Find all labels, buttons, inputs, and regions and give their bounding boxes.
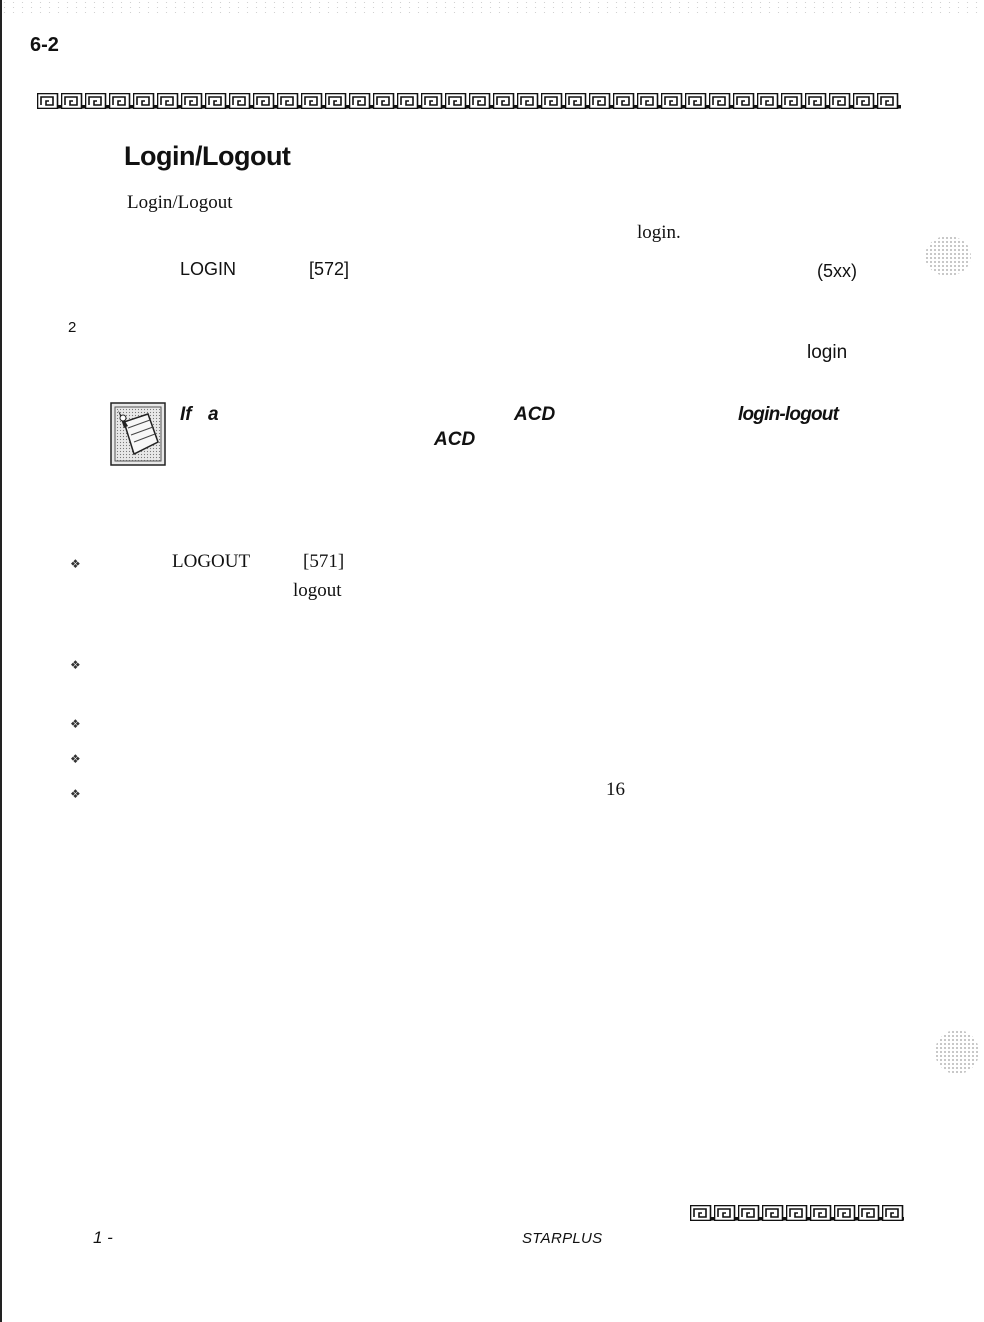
extension-range: (5xx)	[817, 261, 857, 281]
login-text-2: login	[807, 342, 848, 363]
login-code: [572]	[309, 259, 350, 279]
scan-spot	[935, 1030, 979, 1074]
logout-text: logout	[293, 580, 342, 601]
page-left-rule	[0, 0, 2, 1322]
bullet-icon: ❖	[70, 787, 81, 801]
login-text: login.	[637, 222, 681, 243]
bullet-icon: ❖	[70, 752, 81, 766]
bullet-icon: ❖	[70, 557, 81, 571]
logout-code: [571]	[303, 551, 345, 572]
note-lead-if: If	[180, 404, 192, 425]
bullet-icon: ❖	[70, 717, 81, 731]
logout-code-label: LOGOUT	[172, 551, 251, 572]
marker-number: 2	[68, 319, 77, 336]
scan-spot	[925, 236, 971, 276]
scan-speckle	[0, 0, 984, 14]
note-lead-a: a	[208, 404, 219, 425]
footer-left-text: 1 -	[93, 1228, 113, 1247]
bullet-icon: ❖	[70, 658, 81, 672]
greek-key-border-top	[37, 93, 901, 109]
intro-text: Login/Logout	[127, 192, 233, 213]
note-login-logout: login-logout	[738, 404, 839, 425]
note-acd-1: ACD	[514, 404, 556, 425]
section-title: Login/Logout	[124, 141, 291, 171]
login-code-label: LOGIN	[180, 259, 237, 279]
note-acd-2: ACD	[434, 429, 476, 450]
bullet-number: 16	[606, 779, 625, 800]
greek-key-border-bottom	[690, 1205, 904, 1221]
note-pencil-icon	[110, 402, 166, 466]
footer-product-name: STARPLUS	[522, 1230, 603, 1247]
page-number: 6-2	[30, 34, 59, 56]
